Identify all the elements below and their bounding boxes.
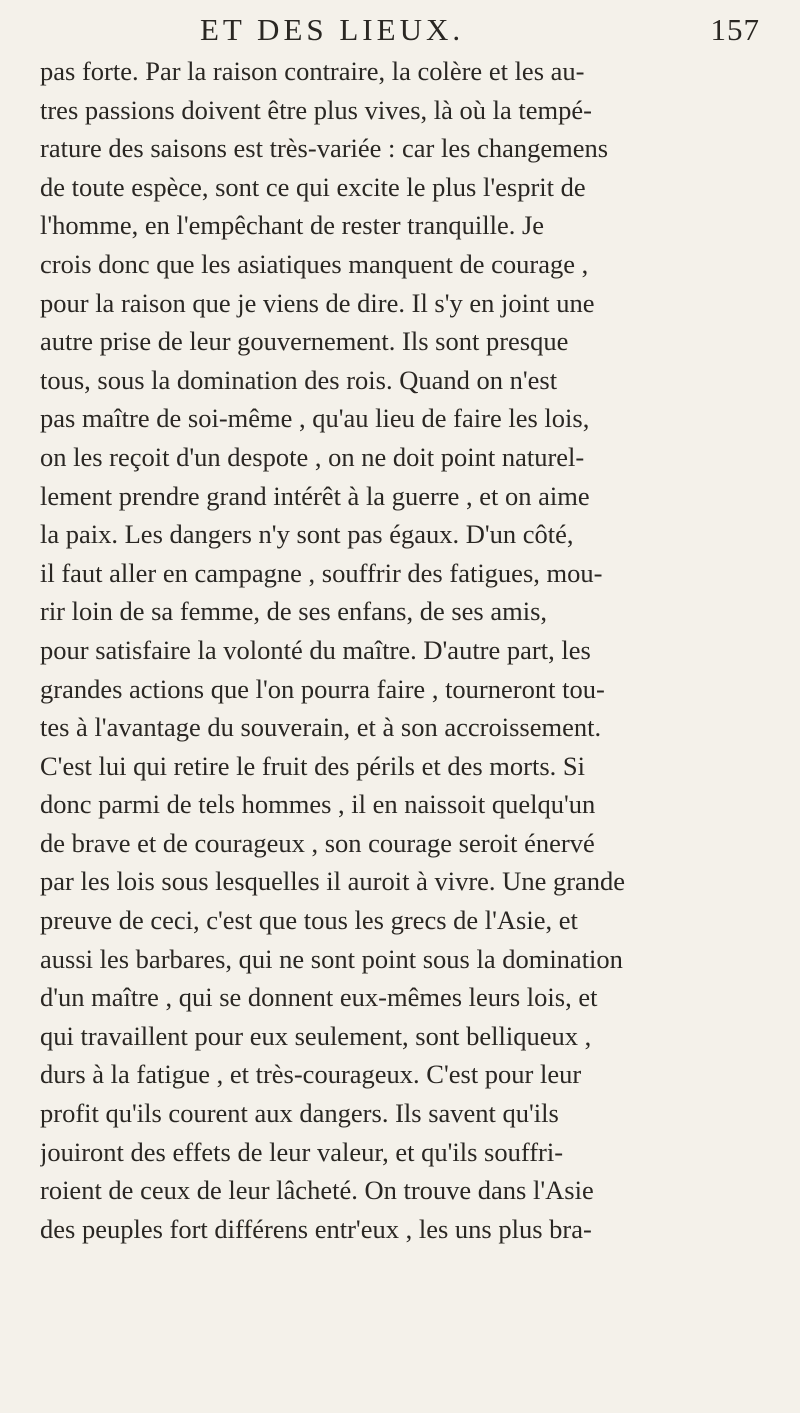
- text-line: jouiront des effets de leur valeur, et qu'ils souffri-: [40, 1136, 564, 1167]
- text-line: qui travaillent pour eux seulement, sont belliqueux ,: [40, 1020, 592, 1051]
- text-line: lement prendre grand intérêt à la guerre , et on aime: [40, 480, 590, 511]
- text-line: grandes actions que l'on pourra faire , tourneront tou-: [40, 673, 605, 704]
- text-line: pas maître de soi-même , qu'au lieu de faire les lois,: [40, 403, 590, 434]
- text-line: de toute espèce, sont ce qui excite le plus l'esprit de: [40, 171, 586, 202]
- page-header: [200, 12, 760, 52]
- text-line: il faut aller en campagne , souffrir des fatigues, mou-: [40, 557, 603, 588]
- text-line: crois donc que les asiatiques manquent de courage ,: [40, 248, 589, 279]
- text-line: roient de ceux de leur lâcheté. On trouve dans l'Asie: [40, 1175, 594, 1206]
- text-line: tes à l'avantage du souverain, et à son accroissement.: [40, 712, 602, 743]
- text-line: l'homme, en l'empêchant de rester tranquille. Je: [40, 210, 545, 241]
- text-line: tous, sous la domination des rois. Quand on n'est: [40, 364, 558, 395]
- page-number: 157: [710, 12, 760, 47]
- text-line: durs à la fatigue , et très-courageux. C'est pour leur: [40, 1059, 582, 1090]
- text-line: d'un maître , qui se donnent eux-mêmes leurs lois, et: [40, 982, 598, 1013]
- text-line: de brave et de courageux , son courage seroit énervé: [40, 827, 595, 858]
- text-line: des peuples fort différens entr'eux , les uns plus bra-: [40, 1213, 592, 1244]
- text-line: par les lois sous lesquelles il auroit à vivre. Une grande: [40, 866, 626, 897]
- text-line: aussi les barbares, qui ne sont point sous la domination: [40, 943, 623, 974]
- text-line: C'est lui qui retire le fruit des périls et des morts. Si: [40, 750, 585, 781]
- text-line: preuve de ceci, c'est que tous les grecs de l'Asie, et: [40, 905, 578, 936]
- text-line: profit qu'ils courent aux dangers. Ils savent qu'ils: [40, 1098, 559, 1129]
- running-head: ET DES LIEUX.: [200, 12, 465, 47]
- text-line: autre prise de leur gouvernement. Ils sont presque: [40, 326, 569, 357]
- text-line: on les reçoit d'un despote , on ne doit point naturel-: [40, 441, 585, 472]
- text-line: la paix. Les dangers n'y sont pas égaux. D'un côté,: [40, 519, 574, 550]
- text-line: pour la raison que je viens de dire. Il s'y en joint une: [40, 287, 595, 318]
- text-line: rature des saisons est très-variée : car les changemens: [40, 133, 609, 164]
- text-line: rir loin de sa femme, de ses enfans, de ses amis,: [40, 596, 548, 627]
- text-line: pas forte. Par la raison contraire, la colère et les au-: [40, 56, 585, 86]
- text-line: donc parmi de tels hommes , il en naissoit quelqu'un: [40, 789, 596, 820]
- text-line: pour satisfaire la volonté du maître. D'autre part, les: [40, 634, 591, 665]
- body-text: [40, 52, 760, 1248]
- text-line: tres passions doivent être plus vives, là où la tempé-: [40, 94, 592, 125]
